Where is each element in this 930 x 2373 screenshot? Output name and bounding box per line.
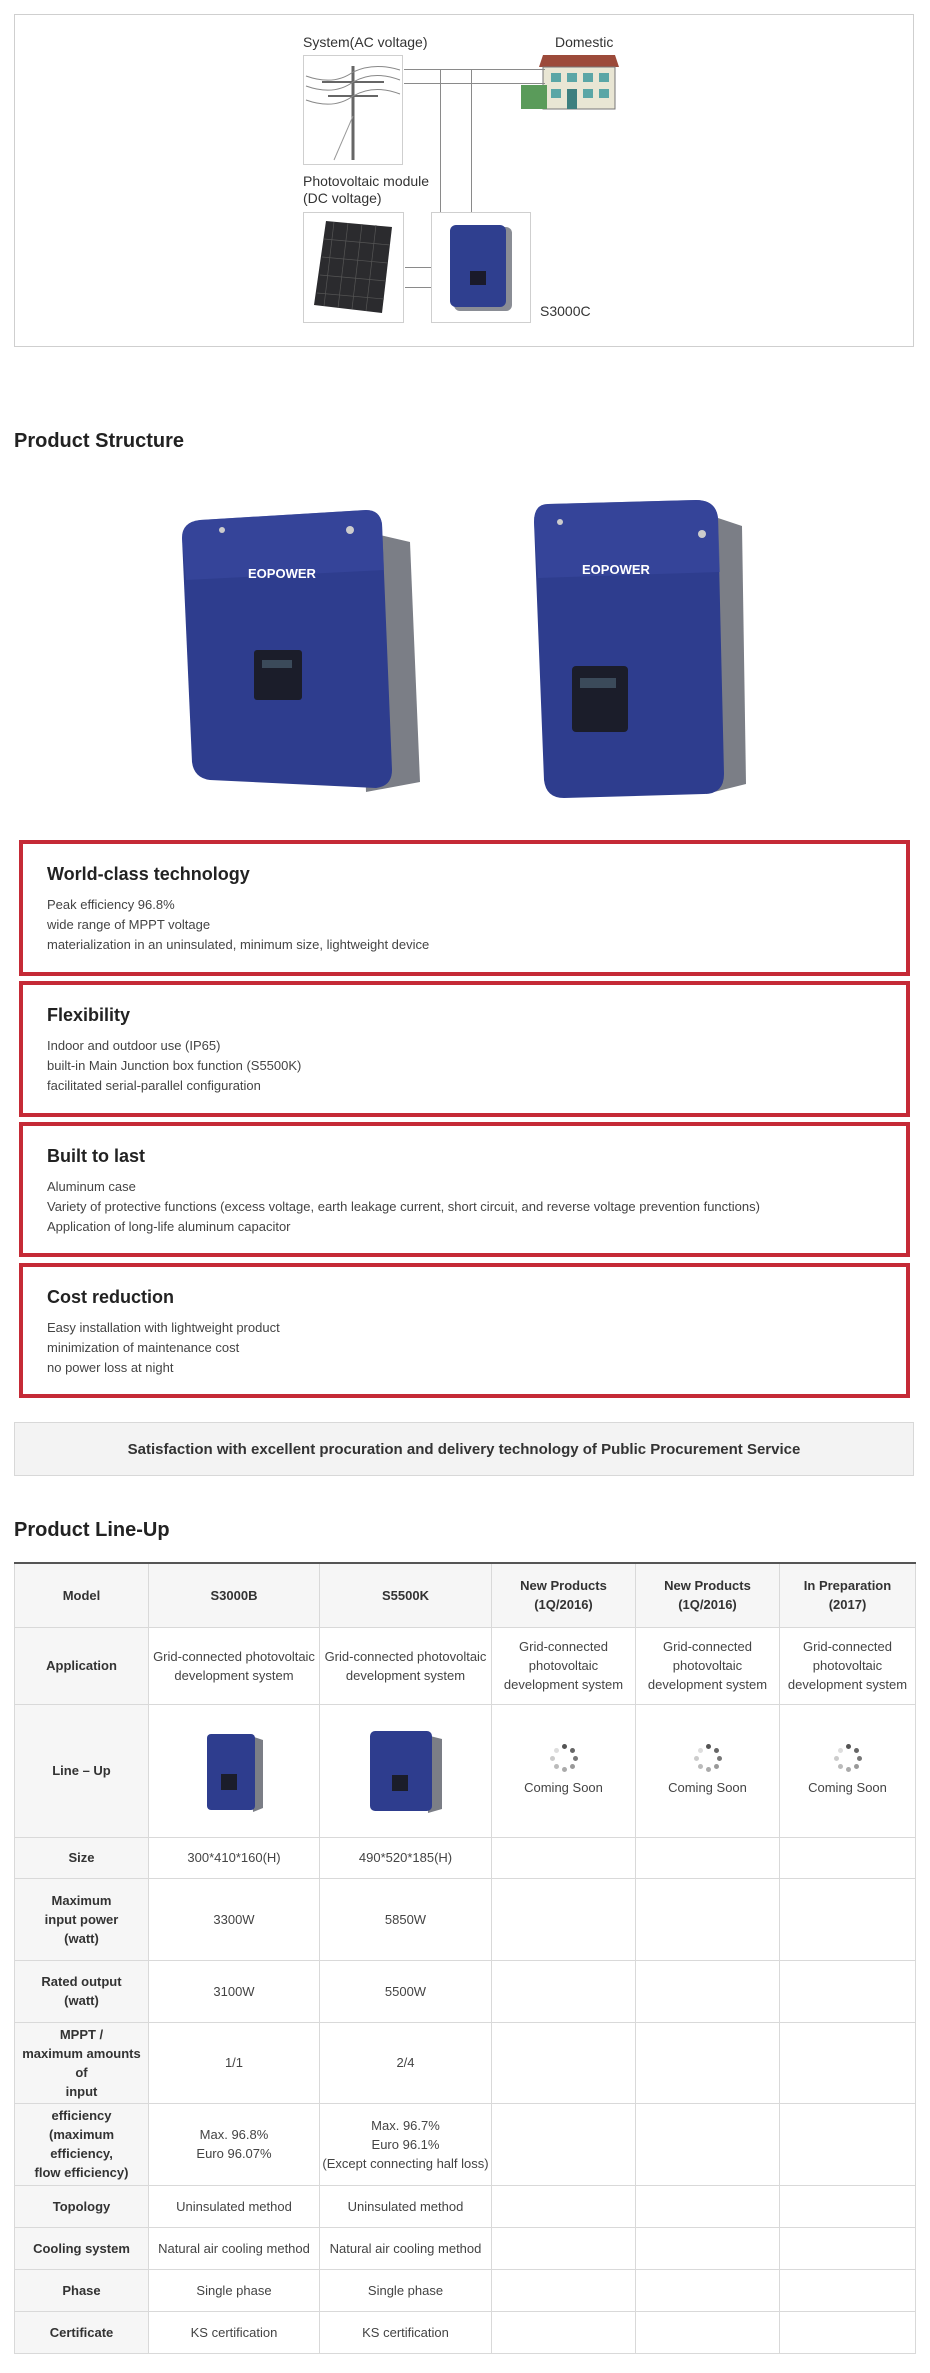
feature-built-to-last <box>19 1122 910 1257</box>
header-line: (1Q/2016) <box>678 1597 737 1613</box>
table-row <box>15 2227 916 2269</box>
certificate-cell: KS certification <box>320 2311 492 2353</box>
coming-soon-cell <box>780 1704 916 1837</box>
feature-line: Peak efficiency 96.8% <box>47 897 175 912</box>
phase-cell: Single phase <box>320 2269 492 2311</box>
value-line: Euro 96.1% <box>371 2136 440 2152</box>
max-input-cell: 5850W <box>320 1878 492 1960</box>
feature-world-class <box>19 840 910 976</box>
application-cell: Grid-connected photovoltaic development system <box>492 1627 636 1704</box>
empty-cell <box>636 2311 780 2353</box>
header-line: In Preparation <box>803 1578 892 1594</box>
mppt-cell: 2/4 <box>320 2022 492 2103</box>
header-line: (1Q/2016) <box>534 1597 593 1613</box>
phase-label: Phase <box>15 2269 149 2311</box>
loading-spinner-icon <box>834 1744 862 1772</box>
feature-title: Cost reduction <box>47 1287 175 1307</box>
utility-pole-image <box>303 55 403 165</box>
label-line: efficiency <box>51 2108 112 2123</box>
feature-line: Application of long-life aluminum capacitor <box>47 1219 291 1234</box>
topology-cell: Uninsulated method <box>320 2185 492 2227</box>
coming-soon-text: Coming Soon <box>668 1780 747 1795</box>
lineup-cell <box>149 1704 320 1837</box>
cooling-cell: Natural air cooling method <box>149 2227 320 2269</box>
empty-cell <box>636 2227 780 2269</box>
feature-line: Indoor and outdoor use (IP65) <box>47 1038 221 1053</box>
feature-title: World-class technology <box>47 864 250 884</box>
domestic-label: Domestic <box>555 34 614 50</box>
empty-cell <box>636 2269 780 2311</box>
empty-cell <box>636 2103 780 2185</box>
system-diagram <box>14 14 914 347</box>
pv-dc-label: (DC voltage) <box>303 190 382 206</box>
efficiency-cell <box>320 2103 492 2185</box>
s5500k-header: S5500K <box>320 1563 492 1627</box>
empty-cell <box>492 2022 636 2103</box>
application-cell: Grid-connected photovoltaic development system <box>149 1627 320 1704</box>
empty-cell <box>492 1960 636 2022</box>
header-line: New Products <box>664 1578 751 1594</box>
procurement-banner: Satisfaction with excellent procuration and delivery technology of Public Procurement Service <box>14 1422 914 1476</box>
label-line: MPPT / <box>59 2026 104 2042</box>
table-row <box>15 2269 916 2311</box>
empty-cell <box>492 1878 636 1960</box>
empty-cell <box>492 2103 636 2185</box>
table-row <box>15 2311 916 2353</box>
rated-output-cell: 5500W <box>320 1960 492 2022</box>
coming-soon-text: Coming Soon <box>808 1780 887 1795</box>
feature-line: Variety of protective functions (excess voltage, earth leakage current, short circuit, and reverse voltage prevention functions) <box>47 1199 760 1214</box>
mppt-cell: 1/1 <box>149 2022 320 2103</box>
label-line: (watt) <box>64 1993 99 2008</box>
feature-line: minimization of maintenance cost <box>47 1340 240 1355</box>
certificate-label: Certificate <box>15 2311 149 2353</box>
efficiency-label <box>15 2103 149 2185</box>
empty-cell <box>492 2185 636 2227</box>
application-label: Application <box>15 1627 149 1704</box>
model-s3000c-label: S3000C <box>540 303 591 319</box>
table-row <box>15 2022 916 2103</box>
label-line: input power <box>44 1911 119 1927</box>
ac-wire-vert-2 <box>471 69 472 214</box>
s3000b-header: S3000B <box>149 1563 320 1627</box>
rated-output-cell: 3100W <box>149 1960 320 2022</box>
loading-spinner-icon <box>550 1744 578 1772</box>
value-line: Max. 96.8% <box>199 2127 269 2142</box>
feature-line: no power loss at night <box>47 1360 174 1375</box>
feature-title: Flexibility <box>47 1005 131 1025</box>
dc-wire-1 <box>405 267 431 268</box>
empty-cell <box>492 1837 636 1878</box>
application-cell: Grid-connected photovoltaic development system <box>780 1627 916 1704</box>
table-row <box>15 1837 916 1878</box>
empty-cell <box>636 2022 780 2103</box>
feature-line: materialization in an uninsulated, minimum size, lightweight device <box>47 937 430 952</box>
empty-cell <box>780 2022 916 2103</box>
table-row <box>15 1960 916 2022</box>
empty-cell <box>636 2185 780 2227</box>
feature-line: facilitated serial-parallel configuration <box>47 1078 261 1093</box>
empty-cell <box>780 2227 916 2269</box>
inverter-s5500k-image <box>170 490 430 802</box>
label-line: input <box>65 2083 98 2099</box>
cooling-cell: Natural air cooling method <box>320 2227 492 2269</box>
value-line: Euro 96.07% <box>196 2146 272 2161</box>
coming-soon-cell <box>492 1704 636 1837</box>
max-input-cell: 3300W <box>149 1878 320 1960</box>
inverter-small-image <box>431 212 531 323</box>
pv-module-label: Photovoltaic module <box>303 173 430 189</box>
empty-cell <box>492 2311 636 2353</box>
empty-cell <box>636 1960 780 2022</box>
product-structure-title: Product Structure <box>14 430 185 452</box>
feature-title: Built to last <box>47 1146 145 1166</box>
empty-cell <box>492 2227 636 2269</box>
label-line: (watt) <box>64 1930 99 1946</box>
empty-cell <box>780 1960 916 2022</box>
feature-cost-reduction <box>19 1263 910 1398</box>
model-header: Model <box>15 1563 149 1627</box>
size-cell: 490*520*185(H) <box>320 1837 492 1878</box>
table-row <box>15 1627 916 1704</box>
phase-cell: Single phase <box>149 2269 320 2311</box>
feature-line: built-in Main Junction box function (S5500K) <box>47 1058 302 1073</box>
mppt-label <box>15 2022 149 2103</box>
efficiency-cell <box>149 2103 320 2185</box>
cooling-label: Cooling system <box>15 2227 149 2269</box>
coming-soon-cell <box>636 1704 780 1837</box>
system-ac-label: System(AC voltage) <box>303 34 428 50</box>
table-row <box>15 1563 916 1627</box>
certificate-cell: KS certification <box>149 2311 320 2353</box>
rated-output-label <box>15 1960 149 2022</box>
empty-cell <box>780 2311 916 2353</box>
feature-line: wide range of MPPT voltage <box>47 917 211 932</box>
feature-line: Easy installation with lightweight product <box>47 1320 280 1335</box>
inverter-s3000b-image <box>520 482 760 808</box>
application-cell: Grid-connected photovoltaic development system <box>636 1627 780 1704</box>
product-lineup-title: Product Line-Up <box>14 1519 170 1541</box>
value-line: Max. 96.7% <box>371 2117 440 2133</box>
label-line: maximum amounts of <box>22 2045 141 2080</box>
pv-panel-image <box>303 212 404 323</box>
topology-cell: Uninsulated method <box>149 2185 320 2227</box>
lineup-cell <box>320 1704 492 1837</box>
value-line: (Except connecting half loss) <box>322 2155 489 2171</box>
lineup-table <box>14 1562 916 2354</box>
ac-wire-top <box>404 69 545 70</box>
s5500k-thumbnail <box>366 1725 446 1817</box>
table-row <box>15 2185 916 2227</box>
lineup-label: Line – Up <box>15 1704 149 1837</box>
loading-spinner-icon <box>694 1744 722 1772</box>
table-row <box>15 1704 916 1837</box>
dc-wire-2 <box>405 287 431 288</box>
s3000b-thumbnail <box>201 1728 267 1814</box>
feature-line: Aluminum case <box>47 1179 136 1194</box>
topology-label: Topology <box>15 2185 149 2227</box>
house-image <box>521 51 621 111</box>
label-line: Maximum <box>51 1892 112 1908</box>
table-row <box>15 1878 916 1960</box>
size-cell: 300*410*160(H) <box>149 1837 320 1878</box>
new-products-header <box>636 1563 780 1627</box>
empty-cell <box>780 2269 916 2311</box>
empty-cell <box>780 2103 916 2185</box>
ac-wire-vert-1 <box>440 69 441 214</box>
label-line: flow efficiency) <box>34 2165 129 2180</box>
label-line: (maximum efficiency, <box>48 2127 115 2161</box>
application-cell: Grid-connected photovoltaic development system <box>320 1627 492 1704</box>
in-preparation-header <box>780 1563 916 1627</box>
new-products-header <box>492 1563 636 1627</box>
coming-soon-text: Coming Soon <box>524 1780 603 1795</box>
header-line: New Products <box>520 1578 607 1594</box>
empty-cell <box>636 1837 780 1878</box>
ac-wire-bottom <box>404 83 545 84</box>
header-line: (2017) <box>828 1597 867 1613</box>
empty-cell <box>780 1878 916 1960</box>
empty-cell <box>492 2269 636 2311</box>
max-input-label <box>15 1878 149 1960</box>
brand-logo-1: EOPOWER <box>248 566 316 581</box>
brand-logo-2: EOPOWER <box>582 562 650 577</box>
empty-cell <box>636 1878 780 1960</box>
feature-flexibility <box>19 981 910 1117</box>
empty-cell <box>780 2185 916 2227</box>
size-label: Size <box>15 1837 149 1878</box>
label-line: Rated output <box>41 1974 122 1989</box>
empty-cell <box>780 1837 916 1878</box>
table-row <box>15 2103 916 2185</box>
